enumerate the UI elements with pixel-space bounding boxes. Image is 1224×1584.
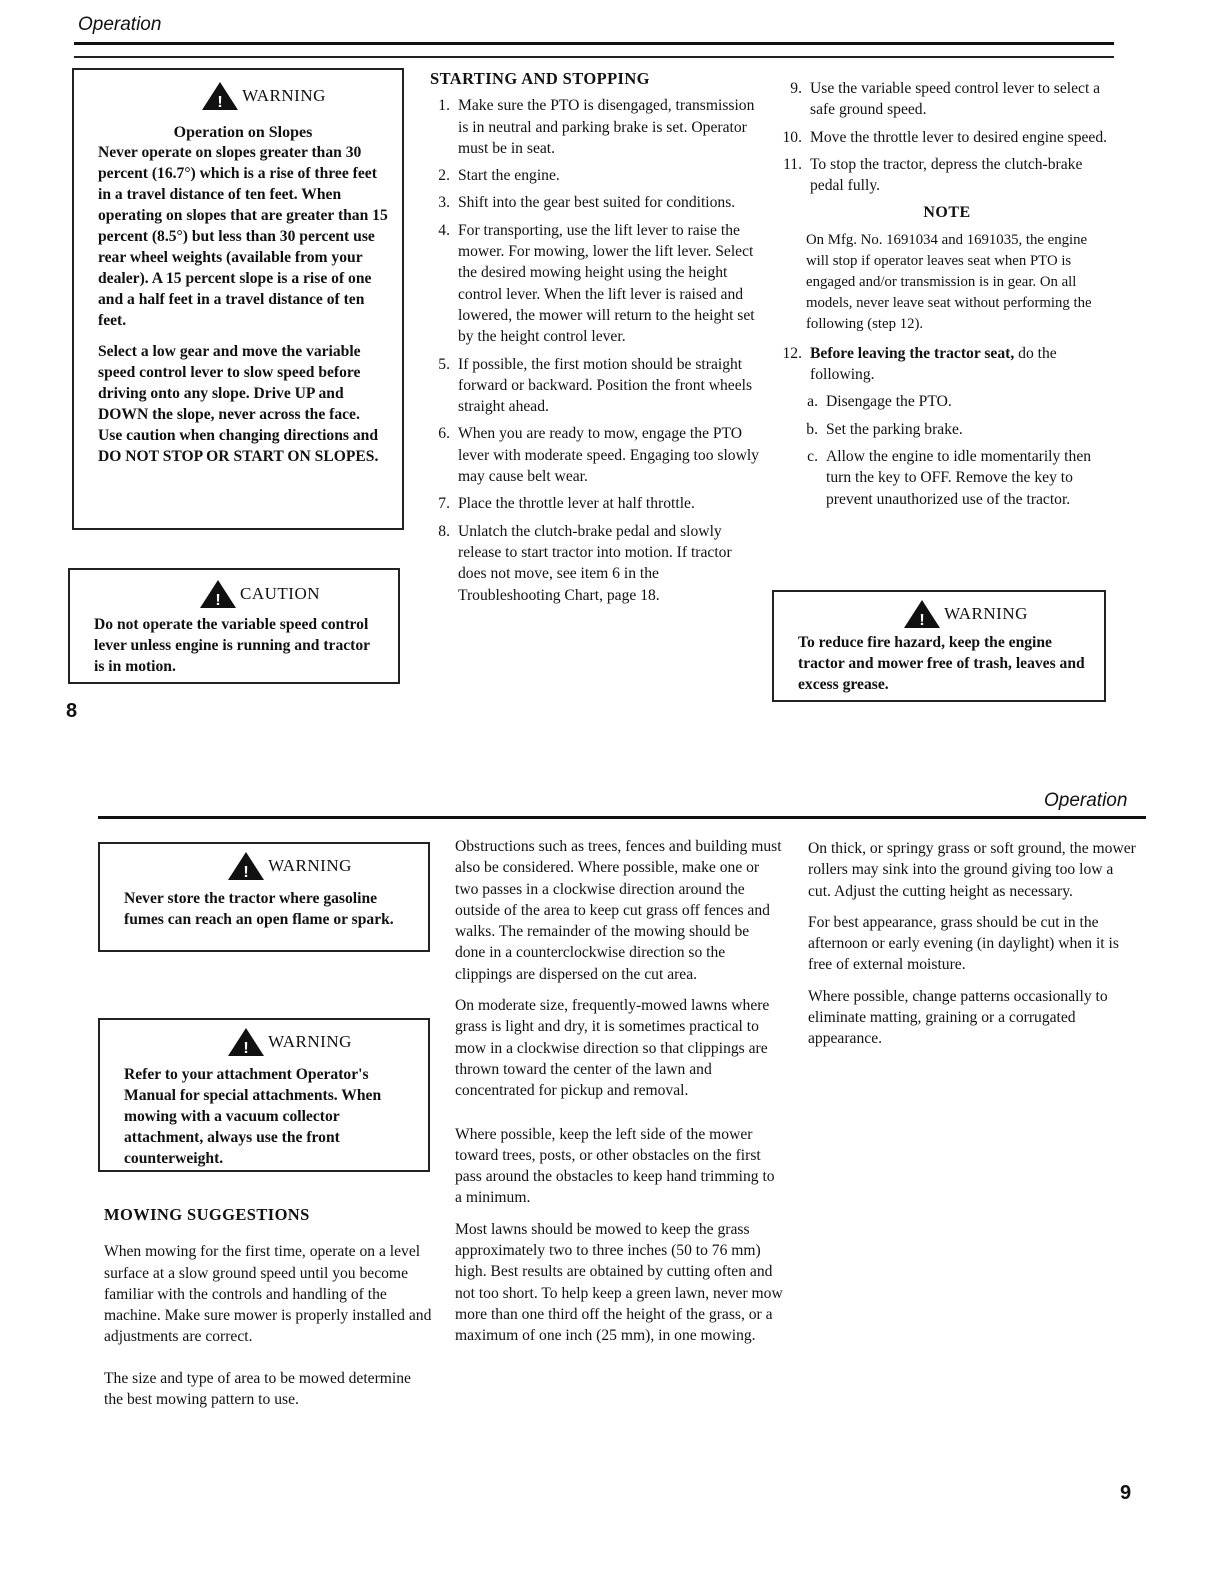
warning-attach-text: Refer to your attachment Operator's Manual for special attachments. When mowing with a vacuum collector attachment, always use the front counterweight.	[124, 1066, 382, 1167]
mowing-column-1	[104, 1204, 432, 1420]
warning-slopes-para2: Select a low gear and move the variable speed control lever to slow speed before driving onto any slope. Drive UP and DOWN the slope, never across the face. Use caution when changing directions and DO NOT STOP OR START ON SLOPES.	[98, 343, 379, 465]
list-item: 9. Use the variable speed control lever to select a safe ground speed.	[790, 80, 1101, 119]
mowing-para: For best appearance, grass should be cut in the afternoon or early evening (in daylight) when it is free of external moisture.	[808, 913, 1119, 974]
warning-fire-box	[772, 590, 1106, 702]
steps-list-col2	[782, 78, 1112, 196]
mowing-para: On thick, or springy grass or soft ground, the mower rollers may sink into the ground giving too low a cut. Adjust the cutting height as necessary.	[808, 840, 1136, 900]
list-item: 11. To stop the tractor, depress the clutch-brake pedal fully.	[783, 155, 1083, 195]
mowing-para: On moderate size, frequently-mowed lawns where grass is light and dry, it is sometimes practical to mow in a clockwise direction so that clippings are thrown toward the center of the lawn and concentrated for pickup and removal.	[455, 997, 770, 1100]
svg-text:!: !	[243, 1040, 249, 1057]
mowing-para: Most lawns should be mowed to keep the grass approximately two to three inches (50 to 76 mm) high. Best results are obtained by cutting often and not too short. To help keep a green lawn, never mow more than one third off the height of the grass, or a maximum of one inch (25 mm), in one mowing.	[455, 1220, 783, 1345]
steps-list-col1	[430, 95, 762, 606]
page9-number: 9	[1120, 1482, 1132, 1504]
mowing-para: Where possible, keep the left side of the mower toward trees, posts, or other obstacles on the first pass around the obstacles to keep hand trimming to a minimum.	[455, 1125, 775, 1207]
warning-triangle-icon	[198, 578, 238, 610]
warning-slopes-title	[98, 80, 388, 112]
list-item: a. Disengage the PTO.	[807, 393, 952, 411]
mowing-para: Obstructions such as trees, fences and building must also be considered. Where possible, make one or two passes in a clockwise direction around the outside of the area to keep cut grass off fences and walks. The remainder of the mowing should be done in a counterclockwise direction so the clippings are dispersed on the cut area.	[455, 838, 782, 983]
warning-slopes-box	[72, 68, 404, 530]
caution-label: CAUTION	[240, 584, 320, 603]
list-item: 7. Place the throttle lever at half throttle.	[438, 495, 695, 513]
svg-text:!: !	[243, 864, 249, 881]
page8-right-column	[782, 78, 1112, 516]
warning-triangle-icon	[226, 1026, 266, 1058]
warning-fire-text: To reduce fire hazard, keep the engine tractor and mower free of trash, leaves and excess grease.	[798, 634, 1085, 693]
warning-store-box	[98, 842, 430, 952]
caution-title	[94, 578, 384, 610]
list-item: b. Set the parking brake.	[806, 420, 963, 438]
page9-header-rule	[98, 816, 1146, 819]
list-item: 3. Shift into the gear best suited for conditions.	[438, 194, 736, 212]
step12-bold: Before leaving the tractor seat,	[810, 344, 1015, 362]
list-item: 5. If possible, the first motion should be straight forward or backward. Position the front wheels straight ahead.	[438, 355, 753, 416]
starting-stopping-heading: STARTING AND STOPPING	[430, 69, 650, 88]
warning-label: WARNING	[242, 86, 326, 105]
mowing-para: When mowing for the first time, operate on a level surface at a slow ground speed until you become familiar with the controls and handling of the machine. Make sure mower is properly installed and adjustments are correct.	[104, 1243, 432, 1346]
step12-rest: do the following.	[810, 344, 1057, 384]
list-item: 12. Before leaving the tractor seat, do the following.	[782, 344, 1057, 384]
mowing-para: Where possible, change patterns occasionally to eliminate matting, graining or a corrugated appearance.	[808, 987, 1108, 1048]
warning-store-title	[124, 850, 414, 882]
list-item: 4. For transporting, use the lift lever to raise the mower. For mowing, lower the lift lever. Select the desired mowing height using the height control lever. When the lift lever is raised and lowered, the mower will return to the height set by the height control lever.	[438, 221, 755, 346]
starting-stopping-column	[430, 68, 762, 612]
mowing-column-2	[455, 836, 783, 1357]
warning-triangle-icon	[902, 598, 942, 630]
warning-slopes-para1: Never operate on slopes greater than 30 percent (16.7°) which is a rise of three feet in a travel distance of ten feet. When operating on slopes that are greater than 15 percent (8.5°) but less than 30 percent use rear wheel weights (available from your dealer). A 15 percent slope is a rise of one and a half feet in a travel distance of ten feet.	[98, 144, 388, 329]
page9-section-title: Operation	[1044, 790, 1128, 811]
list-item: 8. Unlatch the clutch-brake pedal and slowly release to start tractor into motion. If tractor does not move, see item 6 in the Troubleshooting Chart, page 18.	[438, 522, 732, 604]
warning-attach-title	[124, 1026, 414, 1058]
list-item: 6. When you are ready to mow, engage the PTO lever with moderate speed. Engaging too slowly may cause belt wear.	[438, 425, 759, 486]
list-item: 1. Make sure the PTO is disengaged, transmission is in neutral and parking brake is set. Operator must be in seat.	[438, 97, 755, 157]
svg-text:!: !	[215, 592, 221, 609]
caution-box	[68, 568, 400, 684]
warning-triangle-icon	[200, 80, 240, 112]
list-item: 10. Move the throttle lever to desired engine speed.	[782, 128, 1108, 146]
svg-text:!: !	[919, 612, 925, 629]
list-item: 2. Start the engine.	[438, 167, 560, 185]
warning-attach-box	[98, 1018, 430, 1172]
page8-header-rule-thin	[74, 56, 1114, 58]
step12-list	[782, 343, 1112, 386]
caution-text: Do not operate the variable speed control lever unless engine is running and tractor is in motion.	[94, 616, 370, 675]
page8-header-rule	[74, 42, 1114, 45]
mowing-para: The size and type of area to be mowed determine the best mowing pattern to use.	[104, 1369, 411, 1409]
page8-section-title: Operation	[78, 14, 162, 35]
list-item: c. Allow the engine to idle momentarily then turn the key to OFF. Remove the key to prevent unauthorized use of the tractor.	[807, 447, 1092, 508]
note-heading: NOTE	[923, 204, 971, 222]
warning-fire-title	[798, 598, 1092, 630]
svg-text:!: !	[217, 94, 223, 111]
warning-triangle-icon	[226, 850, 266, 882]
page8-number: 8	[66, 700, 78, 722]
warning-store-text: Never store the tractor where gasoline fumes can reach an open flame or spark.	[124, 890, 394, 928]
mowing-column-3	[808, 838, 1136, 1060]
substeps-list	[782, 391, 1112, 509]
warning-label: WARNING	[268, 856, 352, 875]
mowing-heading: MOWING SUGGESTIONS	[104, 1205, 310, 1224]
warning-label: WARNING	[268, 1032, 352, 1051]
warning-label: WARNING	[944, 604, 1028, 623]
warning-slopes-subtitle: Operation on Slopes	[173, 124, 313, 141]
note-text: On Mfg. No. 1691034 and 1691035, the engine will stop if operator leaves seat when PTO is engaged and/or transmission is in gear. On all models, never leave seat without performing the following (step 12).	[806, 231, 1092, 332]
